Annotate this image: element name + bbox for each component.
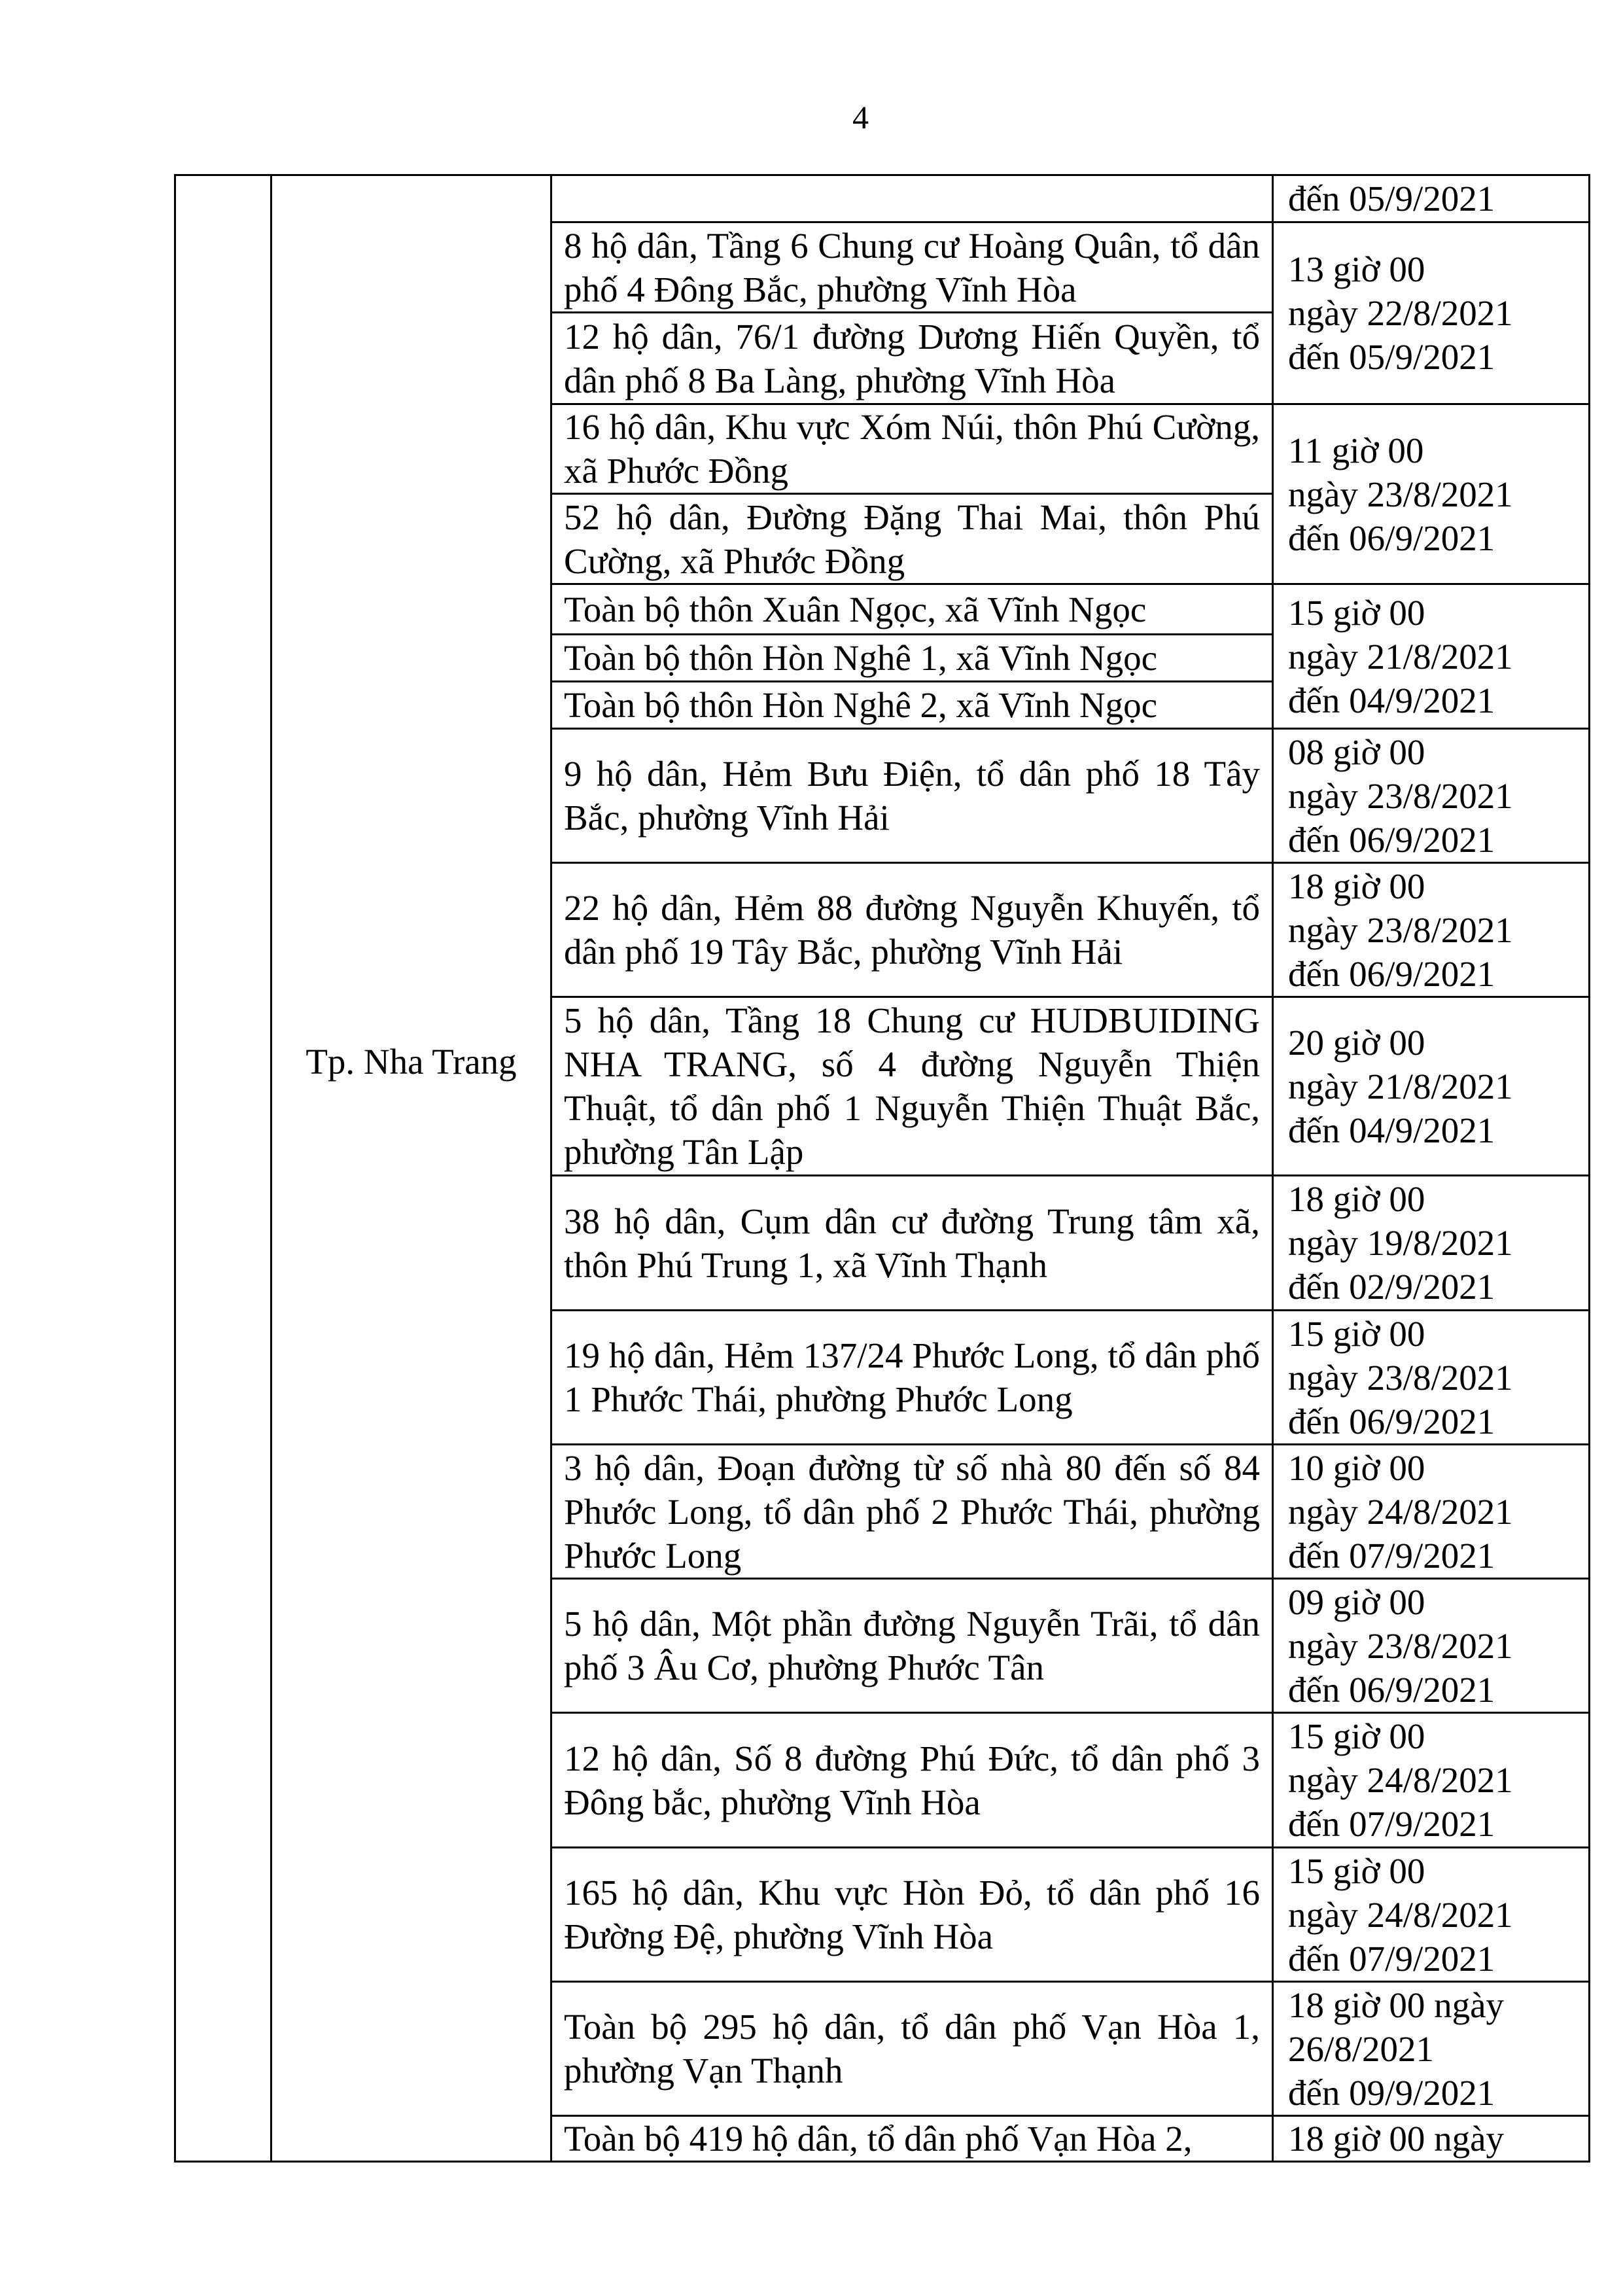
time-cell <box>1273 584 1590 729</box>
district-cell <box>271 175 551 2162</box>
time-line: ngày 24/8/2021 <box>1288 1760 1513 1800</box>
time-line: 09 giờ 00 <box>1288 1581 1425 1622</box>
time-line: 15 giờ 00 <box>1288 1313 1425 1354</box>
time-line: đến 07/9/2021 <box>1288 1535 1495 1576</box>
time-cell <box>1273 863 1590 997</box>
time-line: ngày 22/8/2021 <box>1288 293 1513 333</box>
time-line: 15 giờ 00 <box>1288 592 1425 633</box>
district-name: Tp. Nha Trang <box>305 1042 517 1082</box>
index-cell <box>175 175 271 2162</box>
location-cell: 19 hộ dân, Hẻm 137/24 Phước Long, tổ dân phố 1 Phước Thái, phường Phước Long <box>551 1311 1273 1445</box>
time-line: đến 06/9/2021 <box>1288 1669 1495 1710</box>
location-cell: 3 hộ dân, Đoạn đường từ số nhà 80 đến số 84 Phước Long, tổ dân phố 2 Phước Thái, phường Phước Long <box>551 1445 1273 1579</box>
time-line: ngày 23/8/2021 <box>1288 775 1513 816</box>
time-line: đến 06/9/2021 <box>1288 953 1495 994</box>
time-cell <box>1273 175 1590 222</box>
time-cell <box>1273 1176 1590 1311</box>
time-cell <box>1273 1311 1590 1445</box>
time-line: đến 06/9/2021 <box>1288 518 1495 558</box>
time-line: ngày 24/8/2021 <box>1288 1491 1513 1532</box>
time-line: ngày 21/8/2021 <box>1288 636 1513 677</box>
time-line: 18 giờ 00 <box>1288 866 1425 906</box>
time-line: đến 07/9/2021 <box>1288 1804 1495 1844</box>
location-cell: 12 hộ dân, Số 8 đường Phú Đức, tổ dân phố 3 Đông bắc, phường Vĩnh Hòa <box>551 1713 1273 1848</box>
location-cell: 165 hộ dân, Khu vực Hòn Đỏ, tổ dân phố 16 Đường Đệ, phường Vĩnh Hòa <box>551 1848 1273 1982</box>
time-line: 15 giờ 00 <box>1288 1850 1425 1891</box>
location-cell: 22 hộ dân, Hẻm 88 đường Nguyễn Khuyến, tổ dân phố 19 Tây Bắc, phường Vĩnh Hải <box>551 863 1273 997</box>
time-line: đến 07/9/2021 <box>1288 1938 1495 1979</box>
location-cell: Toàn bộ thôn Hòn Nghê 1, xã Vĩnh Ngọc <box>551 635 1273 682</box>
time-line: 08 giờ 00 <box>1288 732 1425 772</box>
location-cell: Toàn bộ 419 hộ dân, tổ dân phố Vạn Hòa 2, <box>551 2116 1273 2162</box>
time-line: ngày 23/8/2021 <box>1288 1357 1513 1398</box>
time-cell <box>1273 1982 1590 2116</box>
location-cell: Toàn bộ thôn Hòn Nghê 2, xã Vĩnh Ngọc <box>551 682 1273 729</box>
time-line: đến 05/9/2021 <box>1288 179 1495 219</box>
lockdown-areas-table <box>174 174 1590 2163</box>
time-line: đến 04/9/2021 <box>1288 1110 1495 1150</box>
time-cell <box>1273 729 1590 863</box>
location-cell: 12 hộ dân, 76/1 đường Dương Hiến Quyền, tổ dân phố 8 Ba Làng, phường Vĩnh Hòa <box>551 313 1273 404</box>
time-line: đến 05/9/2021 <box>1288 337 1495 377</box>
time-cell <box>1273 1579 1590 1713</box>
time-line: 18 giờ 00 <box>1288 1179 1425 1219</box>
table-row <box>175 175 1590 222</box>
time-line: 10 giờ 00 <box>1288 1447 1425 1488</box>
time-line: đến 04/9/2021 <box>1288 680 1495 720</box>
time-line: 13 giờ 00 <box>1288 249 1425 289</box>
time-cell <box>1273 1713 1590 1848</box>
location-cell: 5 hộ dân, Tầng 18 Chung cư HUDBUIDING NHA TRANG, số 4 đường Nguyễn Thiện Thuật, tổ dân phố 1 Nguyễn Thiện Thuật Bắc, phường Tân Lập <box>551 997 1273 1176</box>
page-number: 4 <box>852 99 869 135</box>
location-cell: 38 hộ dân, Cụm dân cư đường Trung tâm xã, thôn Phú Trung 1, xã Vĩnh Thạnh <box>551 1176 1273 1311</box>
location-cell: 8 hộ dân, Tầng 6 Chung cư Hoàng Quân, tổ dân phố 4 Đông Bắc, phường Vĩnh Hòa <box>551 222 1273 313</box>
time-line: 20 giờ 00 <box>1288 1022 1425 1063</box>
time-cell <box>1273 404 1590 584</box>
time-line: đến 06/9/2021 <box>1288 1401 1495 1441</box>
time-line: ngày 23/8/2021 <box>1288 1625 1513 1666</box>
time-line: 18 giờ 00 ngày <box>1288 2119 1505 2159</box>
time-line: đến 06/9/2021 <box>1288 819 1495 860</box>
time-cell <box>1273 1445 1590 1579</box>
time-cell <box>1273 1848 1590 1982</box>
time-line: 11 giờ 00 <box>1288 430 1424 470</box>
time-line: 15 giờ 00 <box>1288 1716 1425 1756</box>
location-cell: 52 hộ dân, Đường Đặng Thai Mai, thôn Phú Cường, xã Phước Đồng <box>551 494 1273 584</box>
time-line: ngày 21/8/2021 <box>1288 1066 1513 1106</box>
location-cell: 5 hộ dân, Một phần đường Nguyễn Trãi, tổ dân phố 3 Âu Cơ, phường Phước Tân <box>551 1579 1273 1713</box>
time-cell <box>1273 2116 1590 2162</box>
location-cell: Toàn bộ 295 hộ dân, tổ dân phố Vạn Hòa 1, phường Vạn Thạnh <box>551 1982 1273 2116</box>
time-line: đến 02/9/2021 <box>1288 1267 1495 1307</box>
time-line: ngày 23/8/2021 <box>1288 474 1513 514</box>
location-cell: 16 hộ dân, Khu vực Xóm Núi, thôn Phú Cường, xã Phước Đồng <box>551 404 1273 494</box>
time-line: ngày 23/8/2021 <box>1288 910 1513 950</box>
location-cell <box>551 175 1273 222</box>
time-line: ngày 19/8/2021 <box>1288 1223 1513 1263</box>
time-line: 26/8/2021 <box>1288 2028 1435 2069</box>
location-cell: Toàn bộ thôn Xuân Ngọc, xã Vĩnh Ngọc <box>551 584 1273 635</box>
time-cell <box>1273 222 1590 404</box>
time-line: ngày 24/8/2021 <box>1288 1894 1513 1935</box>
time-cell <box>1273 997 1590 1176</box>
time-line: đến 09/9/2021 <box>1288 2072 1495 2113</box>
time-line: 18 giờ 00 ngày <box>1288 1985 1505 2025</box>
location-cell: 9 hộ dân, Hẻm Bưu Điện, tổ dân phố 18 Tây Bắc, phường Vĩnh Hải <box>551 729 1273 863</box>
